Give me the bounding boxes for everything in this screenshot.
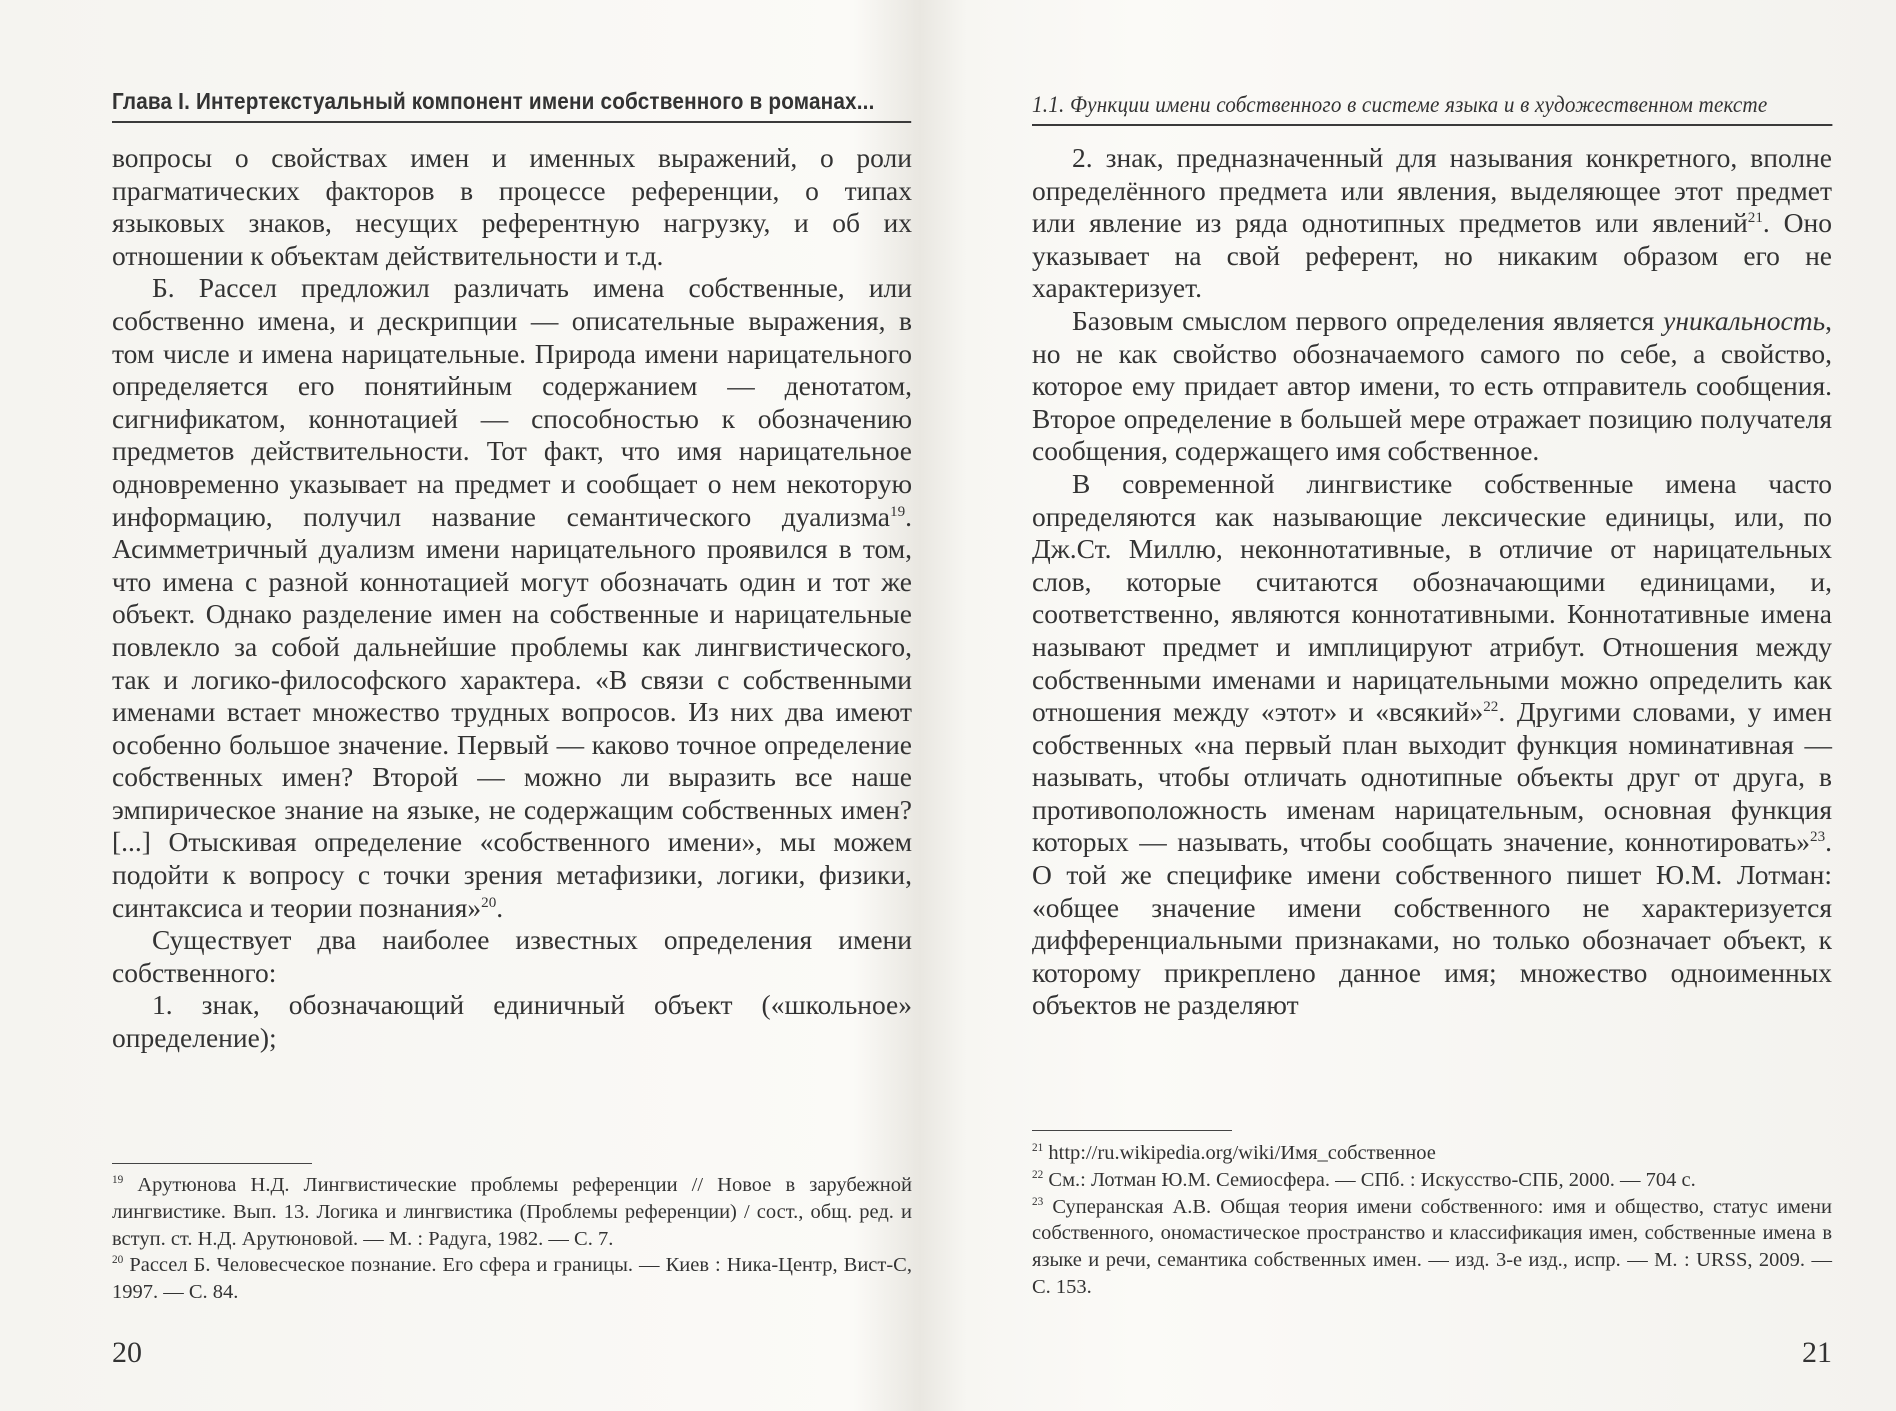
right-p2-text-b: , но не как свойство обозначаемого самого по себе, а свойство, которое ему придает автор имени, то есть отправитель сообщения. Второе определение в большей мере отражает позицию получателя сообщения, содержащего имя собственное. bbox=[1032, 304, 1832, 467]
footnote-ref-19: 19 bbox=[890, 503, 906, 520]
right-page bbox=[1032, 0, 1832, 1411]
right-footnotes bbox=[1032, 1140, 1832, 1301]
left-paragraph-1: вопросы о свойствах имен и именных выражений, о роли прагматических факторов в процессе референции, о типах языковых знаков, несущих референтную нагрузку, и об их отношении к объектам действительности и т.д. bbox=[112, 142, 912, 271]
right-p3-text-b: . Другими словами, у имен собственных «на первый план выходит функция номинативная — называть, чтобы отличать однотипные объекты друг от друга, в противоположность именам нарицательным, основная функция которых — называть, чтобы сообщать значение, коннотировать» bbox=[1032, 696, 1832, 858]
left-body-text bbox=[112, 142, 912, 1055]
footnote-21 bbox=[1032, 1140, 1832, 1167]
footnote-20 bbox=[112, 1252, 912, 1306]
footnote-ref-20: 20 bbox=[481, 894, 497, 911]
footnote-19-text: Арутюнова Н.Д. Лингвистические проблемы референции // Новое в зарубежной лингвистике. Вып. 13. Логика и лингвистика (Проблемы референции) / сост., общ. ред. и вступ. ст. Н.Д. Арутюновой. — М. : Радуга, 1982. — С. 7. bbox=[112, 1174, 912, 1250]
left-paragraph-3: Существует два наиболее известных определения имени собственного: bbox=[112, 924, 912, 988]
right-running-head: 1.1. Функции имени собственного в системе языка и в художественном тексте bbox=[1032, 92, 1832, 126]
left-footnotes bbox=[112, 1172, 912, 1306]
right-paragraph-3 bbox=[1032, 468, 1832, 1022]
left-page bbox=[112, 0, 912, 1411]
left-running-head: Глава I. Интертекстуальный компонент имени собственного в романах... bbox=[112, 88, 911, 123]
right-p1-text-b: . Оно указывает на свой референт, но никаким образом его не характеризует. bbox=[1032, 207, 1832, 304]
footnote-22-number: 22 bbox=[1032, 1168, 1044, 1181]
right-paragraph-2 bbox=[1032, 305, 1832, 468]
footnote-21-number: 21 bbox=[1032, 1142, 1044, 1155]
right-p3-text-c: . О той же специфике имени собственного пишет Ю.М. Лотман: «общее значение имени собственного не характеризуется дифференциальными признаками, но только обозначает объект, к которому прикреплено данное имя; множество одноименных объектов не разделяют bbox=[1032, 826, 1832, 1021]
left-p2-text-b: . Асимметричный дуализм имени нарицательного проявился в том, что имена с разной коннотацией могут обозначать один и тот же объект. Однако разделение имен на собственные и нарицательные повлекло за собой дальнейшие проблемы как лингвистического, так и логико-философского характера. «В связи с собственными именами встает множество трудных вопросов. Из них два имеют особенно большое значение. Первый — каково точное определение собственных имен? Второй — можно ли выразить все наше эмпирическое знание на языке, не содержащим собственных имен? [...] Отыскивая определение «собственного имени», мы можем подойти к вопросу с точки зрения метафизики, логики, физики, синтаксиса и теории познания» bbox=[112, 500, 912, 923]
footnote-23-number: 23 bbox=[1032, 1195, 1044, 1208]
right-p1-text-a: 2. знак, предназначенный для называния конкретного, вполне определённого предмета или явления, выделяющее этот предмет или явление из ряда однотипных предметов или явлений bbox=[1032, 142, 1832, 239]
right-body-text bbox=[1032, 142, 1832, 1022]
left-footnote-rule bbox=[112, 1163, 312, 1164]
left-paragraph-4: 1. знак, обозначающий единичный объект («школьное» определение); bbox=[112, 989, 912, 1054]
footnote-19 bbox=[112, 1172, 912, 1252]
footnote-ref-22: 22 bbox=[1483, 698, 1499, 715]
right-footnote-rule bbox=[1032, 1130, 1232, 1131]
footnote-20-number: 20 bbox=[112, 1254, 124, 1267]
right-paragraph-1 bbox=[1032, 142, 1832, 305]
left-p2-text-a: Б. Рассел предложил различать имена собственные, или собственно имена, и дескрипции — описательные выражения, в том числе и имена нарицательные. Природа имени нарицательного определяется его понятийным содержанием — денотатом, сигнификатом, коннотацией — способностью к обозначению предметов действительности. Тот факт, что имя нарицательное одновременно указывает на предмет и сообщает о нем некоторую информацию, получил название семантического дуализма bbox=[112, 272, 912, 532]
left-page-number: 20 bbox=[112, 1336, 142, 1369]
footnote-23-text: Суперанская А.В. Общая теория имени собственного: имя и общество, статус имени собственного, ономастическое пространство и классификация имен, собственные имена в языке и речи, семантика собственных имен. — изд. 3-е изд., испр. — М. : URSS, 2009. — С. 153. bbox=[1032, 1195, 1832, 1298]
footnote-ref-23: 23 bbox=[1810, 829, 1826, 846]
left-paragraph-2 bbox=[112, 272, 912, 924]
footnote-ref-21: 21 bbox=[1747, 210, 1763, 227]
right-page-number: 21 bbox=[1802, 1336, 1832, 1369]
right-p2-text-a: Базовым смыслом первого определения является bbox=[1072, 304, 1664, 336]
footnote-19-number: 19 bbox=[112, 1174, 124, 1187]
footnote-23 bbox=[1032, 1194, 1832, 1301]
footnote-20-text: Рассел Б. Человесческое познание. Его сфера и границы. — Киев : Ника-Центр, Вист-С, 1997. — С. 84. bbox=[112, 1254, 912, 1304]
right-p3-text-a: В современной лингвистике собственные имена часто определяются как называющие лексические единицы, или, по Дж.Ст. Миллю, неконнотативные, в отличие от нарицательных слов, которые считаются обозначающими единицами, и, соответственно, являются коннотативными. Коннотативные имена называют предмет и имплицируют атрибут. Отношения между собственными именами и нарицательными можно определить как отношения между «этот» и «всякий» bbox=[1032, 467, 1832, 728]
footnote-22-text: См.: Лотман Ю.М. Семиосфера. — СПб. : Искусство-СПБ, 2000. — 704 с. bbox=[1043, 1168, 1696, 1191]
left-p2-text-c: . bbox=[496, 891, 504, 923]
footnote-22 bbox=[1032, 1167, 1832, 1194]
footnote-21-text: http://ru.wikipedia.org/wiki/Имя_собственное bbox=[1043, 1142, 1436, 1164]
right-p2-emphasis: уникальность bbox=[1663, 304, 1826, 336]
